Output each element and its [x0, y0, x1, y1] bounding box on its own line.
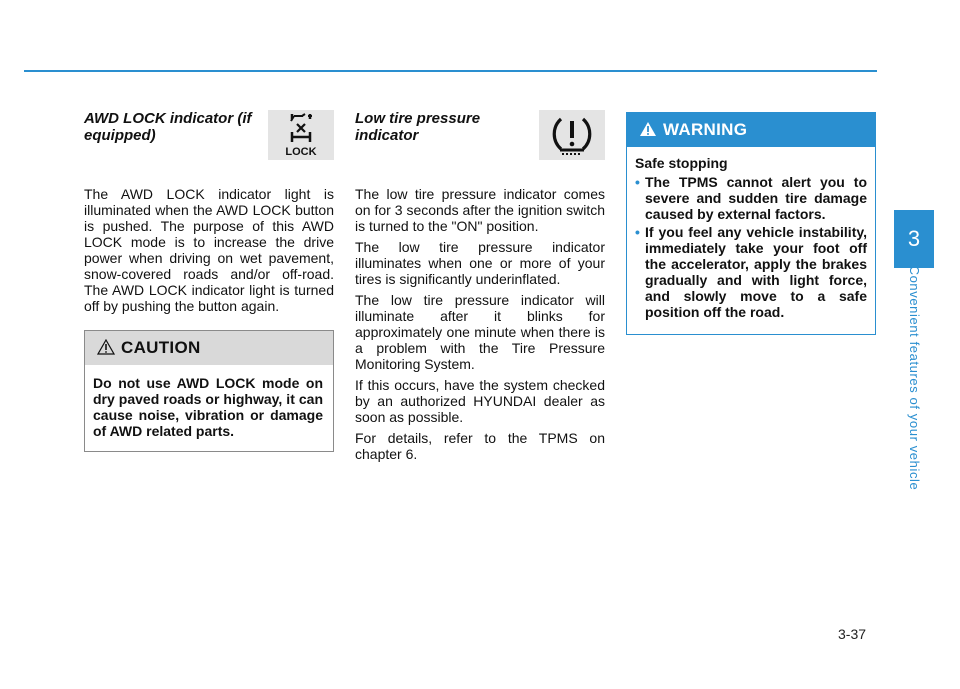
- caution-header: [85, 331, 333, 365]
- warning-bullet-text: If you feel any vehicle instability, immediately take your foot off the accelerator, apply the brakes gradually and with light force, and slowly move to a safe position off the road.: [645, 224, 867, 320]
- tire-pressure-title: Low tire pressure indicator: [355, 110, 481, 144]
- warning-label: WARNING: [663, 120, 748, 139]
- awd-lock-body: The AWD LOCK indicator light is illuminated when the AWD LOCK button is pushed. The purpose of this AWD LOCK mode is to increase the drive power when driving on wet pavement, snow-covered roads and/or off-road. The AWD LOCK indicator light is turned off by pushing the button again.: [84, 186, 334, 314]
- warning-bullet: [635, 174, 867, 222]
- caution-triangle-icon: [97, 339, 115, 358]
- warning-subtitle: Safe stopping: [635, 155, 728, 171]
- warning-section: [626, 112, 876, 335]
- tire-paragraph: For details, refer to the TPMS on chapter 6.: [355, 430, 605, 462]
- header-rule: [24, 70, 877, 72]
- page-number: 3-37: [838, 626, 867, 642]
- caution-box: [84, 330, 334, 452]
- awd-lock-title: AWD LOCK indicator (if equipped): [84, 110, 252, 144]
- warning-bullet: [635, 224, 867, 320]
- warning-bullet-text: The TPMS cannot alert you to severe and sudden tire damage caused by external factors.: [645, 174, 867, 222]
- tire-pressure-section: [355, 110, 605, 467]
- bullet-dot-icon: •: [635, 174, 640, 190]
- warning-box: [626, 112, 876, 335]
- awd-lock-icon-label: LOCK: [285, 146, 317, 158]
- awd-lock-icon: [268, 110, 334, 160]
- tire-pressure-warning-icon: [539, 110, 605, 160]
- warning-triangle-icon: [639, 121, 657, 140]
- tire-paragraph: If this occurs, have the system checked by an authorized HYUNDAI dealer as soon as possible.: [355, 377, 605, 425]
- tire-paragraph: The low tire pressure indicator comes on for 3 seconds after the ignition switch is turned to the "ON" position.: [355, 186, 605, 234]
- caution-text: Do not use AWD LOCK mode on dry paved roads or highway, it can cause noise, vibration or damage of AWD related parts.: [93, 375, 323, 439]
- bullet-dot-icon: •: [635, 224, 640, 240]
- chapter-number: 3: [907, 226, 921, 251]
- tire-paragraph: The low tire pressure indicator illuminates when one or more of your tires is significantly underinflated.: [355, 239, 605, 287]
- awd-lock-section: [84, 110, 334, 452]
- warning-header: [627, 113, 875, 147]
- chapter-title: Convenient features of your vehicle: [907, 265, 922, 491]
- caution-label: CAUTION: [121, 338, 201, 357]
- tire-paragraph: The low tire pressure indicator will illuminate after it blinks for approximately one minute when there is a problem with the Tire Pressure Monitoring System.: [355, 292, 605, 372]
- warning-content: [627, 147, 875, 334]
